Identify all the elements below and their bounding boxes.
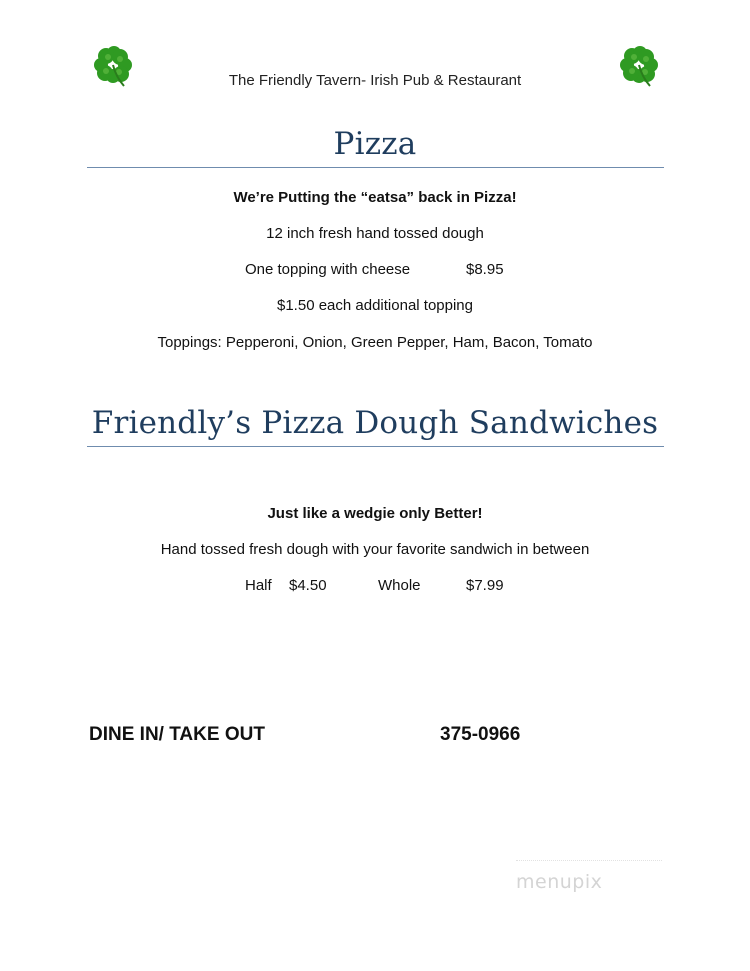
sandwich-tagline: Just like a wedgie only Better! [267, 505, 483, 522]
sandwich-price-row [0, 577, 750, 597]
restaurant-name: The Friendly Tavern- Irish Pub & Restaurant [228, 72, 522, 89]
watermark: menupix [516, 871, 603, 893]
section-divider [87, 167, 664, 168]
dine-in-take-out: DINE IN/ TAKE OUT [89, 724, 265, 745]
sandwich-description: Hand tossed fresh dough with your favorite sandwich in between [160, 541, 590, 558]
section-divider [87, 446, 664, 447]
pizza-tagline: We’re Putting the “eatsa” back in Pizza! [233, 189, 517, 206]
one-topping-label: One topping with cheese [245, 261, 411, 278]
pizza-one-topping-row [0, 261, 750, 281]
sandwich-section-title: Friendly’s Pizza Dough Sandwiches [91, 405, 659, 441]
watermark-rule [516, 860, 662, 861]
pizza-section-title: Pizza [333, 126, 417, 162]
whole-price: $7.99 [466, 577, 504, 594]
toppings-list: Toppings: Pepperoni, Onion, Green Pepper, Ham, Bacon, Tomato [157, 334, 593, 351]
whole-label: Whole [378, 577, 421, 594]
one-topping-price: $8.95 [466, 261, 504, 278]
pizza-dough-description: 12 inch fresh hand tossed dough [266, 225, 484, 242]
phone-number: 375-0966 [440, 724, 521, 745]
half-label: Half [245, 577, 272, 594]
half-price: $4.50 [289, 577, 327, 594]
additional-topping-price: $1.50 each additional topping [277, 297, 473, 314]
